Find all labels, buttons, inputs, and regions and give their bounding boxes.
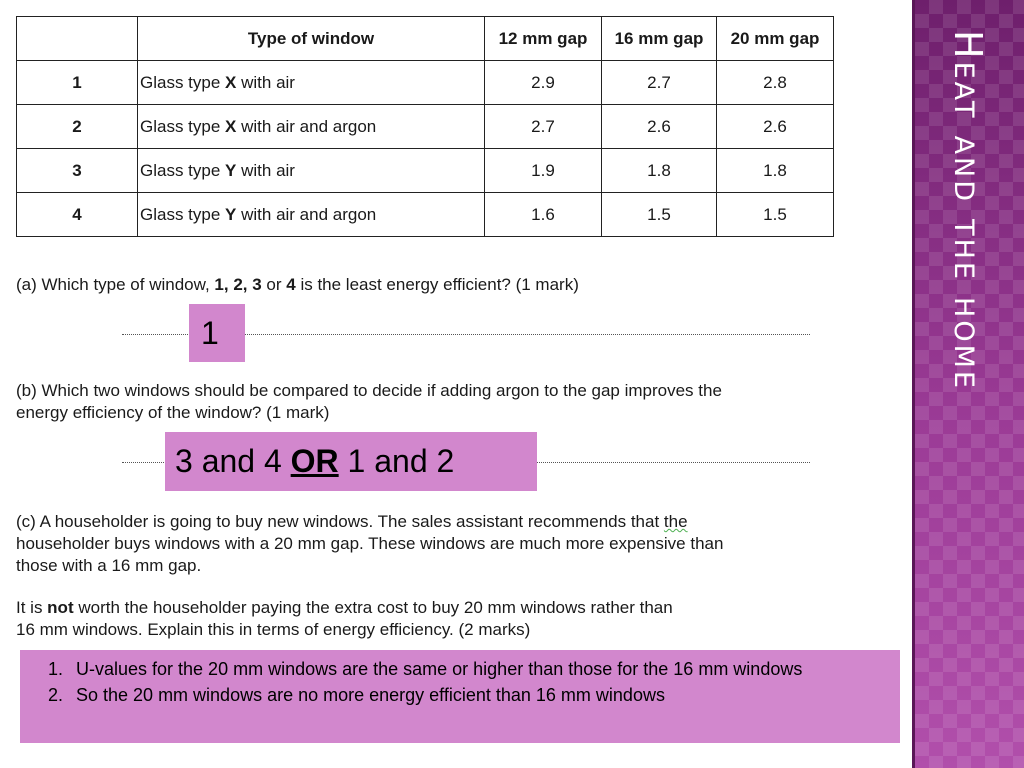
row-12mm: 2.9 — [485, 61, 602, 105]
row-16mm: 1.8 — [602, 149, 717, 193]
row-20mm: 2.8 — [717, 61, 834, 105]
question-a: (a) Which type of window, 1, 2, 3 or 4 is the least energy efficient? (1 mark) — [16, 275, 579, 294]
header-type: Type of window — [138, 17, 485, 61]
row-number: 2 — [17, 105, 138, 149]
table-row — [17, 61, 834, 105]
row-number: 4 — [17, 193, 138, 237]
row-number: 3 — [17, 149, 138, 193]
header-16mm: 16 mm gap — [602, 17, 717, 61]
row-12mm: 1.6 — [485, 193, 602, 237]
table-header-row — [17, 17, 834, 61]
row-16mm: 2.7 — [602, 61, 717, 105]
header-number — [17, 17, 138, 61]
question-c: (c) A householder is going to buy new windows. The sales assistant recommends that the householder buys windows with a 20 mm gap. These windows are much more expensive than those with a 16 mm gap. It is not worth the householder paying the extra cost to buy 20 mm windows rather than 16 mm windows. Explain this in terms of energy efficiency. (2 marks) — [16, 512, 724, 639]
answer-a-box: 1 — [189, 304, 245, 362]
row-20mm: 1.8 — [717, 149, 834, 193]
row-type: Glass type X with air and argon — [138, 105, 485, 149]
slide-title: Heat and the home — [946, 30, 990, 391]
table-row — [17, 149, 834, 193]
list-item: 1. U-values for the 20 mm windows are the same or higher than those for the 16 mm windows — [68, 656, 890, 682]
row-type: Glass type Y with air and argon — [138, 193, 485, 237]
answer-c-list — [30, 656, 890, 708]
row-20mm: 2.6 — [717, 105, 834, 149]
answer-c-box — [20, 650, 900, 743]
table-row — [17, 105, 834, 149]
row-type: Glass type X with air — [138, 61, 485, 105]
question-b: (b) Which two windows should be compared to decide if adding argon to the gap improves the energy efficiency of the window? (1 mark) — [16, 381, 722, 422]
row-number: 1 — [17, 61, 138, 105]
row-20mm: 1.5 — [717, 193, 834, 237]
row-12mm: 1.9 — [485, 149, 602, 193]
header-20mm: 20 mm gap — [717, 17, 834, 61]
list-item: 2. So the 20 mm windows are no more energy efficient than 16 mm windows — [68, 682, 890, 708]
answer-b-box: 3 and 4 OR 1 and 2 — [165, 432, 537, 491]
row-16mm: 2.6 — [602, 105, 717, 149]
header-12mm: 12 mm gap — [485, 17, 602, 61]
row-16mm: 1.5 — [602, 193, 717, 237]
table-row — [17, 193, 834, 237]
row-type: Glass type Y with air — [138, 149, 485, 193]
row-12mm: 2.7 — [485, 105, 602, 149]
window-u-values-table — [16, 16, 834, 237]
